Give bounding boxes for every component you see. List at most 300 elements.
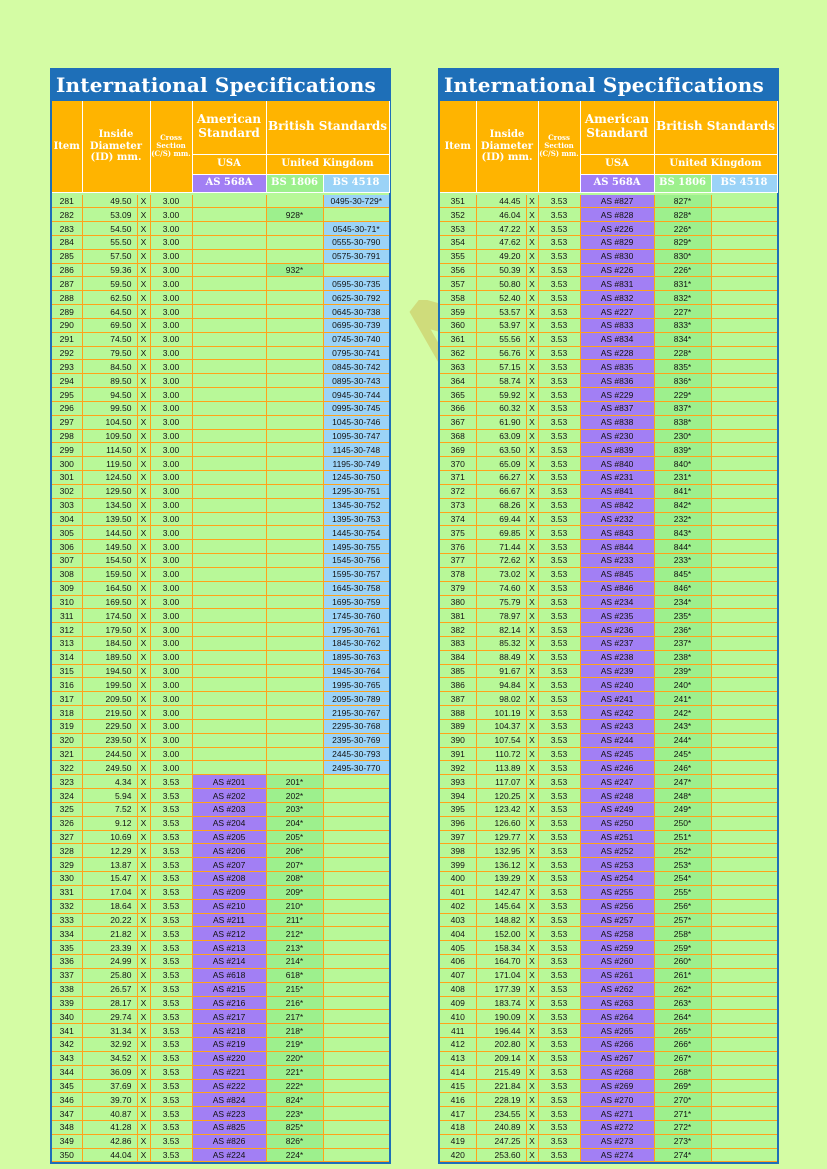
inside-diameter: 69.44 — [476, 512, 526, 526]
bs4518-code — [711, 360, 777, 374]
item-number: 350 — [52, 1148, 82, 1162]
bs4518-code — [711, 664, 777, 678]
times-sign: X — [526, 1051, 538, 1065]
as568a-code: AS #272 — [580, 1120, 654, 1134]
as568a-code: AS #227 — [580, 305, 654, 319]
item-number: 410 — [440, 1010, 476, 1024]
bs4518-code — [711, 526, 777, 540]
inside-diameter: 98.02 — [476, 692, 526, 706]
bs4518-code: 1695-30-759 — [323, 595, 389, 609]
item-number: 406 — [440, 955, 476, 969]
table-row — [52, 346, 389, 360]
bs4518-code — [711, 872, 777, 886]
as568a-code: AS #266 — [580, 1038, 654, 1052]
bs1806-code — [266, 678, 323, 692]
cross-section: 3.53 — [538, 429, 580, 443]
as568a-code: AS #246 — [580, 761, 654, 775]
inside-diameter: 25.80 — [82, 968, 137, 982]
cross-section: 3.00 — [150, 623, 192, 637]
item-number: 385 — [440, 664, 476, 678]
times-sign: X — [526, 664, 538, 678]
item-number: 299 — [52, 443, 82, 457]
bs4518-code — [711, 305, 777, 319]
cross-section: 3.53 — [538, 927, 580, 941]
inside-diameter: 234.55 — [476, 1107, 526, 1121]
as568a-code — [192, 318, 266, 332]
times-sign: X — [137, 512, 150, 526]
bs1806-code — [266, 222, 323, 236]
times-sign: X — [526, 637, 538, 651]
table-row — [440, 540, 777, 554]
bs1806-code: 268* — [654, 1065, 711, 1079]
as568a-code — [192, 263, 266, 277]
inside-diameter: 37.69 — [82, 1079, 137, 1093]
table-row — [52, 706, 389, 720]
as568a-code: AS #839 — [580, 443, 654, 457]
bs4518-code — [711, 222, 777, 236]
header-bs4518: BS 4518 — [711, 174, 777, 192]
table-row — [52, 567, 389, 581]
cross-section: 3.00 — [150, 374, 192, 388]
bs4518-code: 1145-30-748 — [323, 443, 389, 457]
times-sign: X — [137, 222, 150, 236]
bs1806-code: 212* — [266, 927, 323, 941]
cross-section: 3.00 — [150, 554, 192, 568]
bs1806-code — [266, 719, 323, 733]
item-number: 282 — [52, 208, 82, 222]
inside-diameter: 50.39 — [476, 263, 526, 277]
table-row — [440, 623, 777, 637]
times-sign: X — [526, 1065, 538, 1079]
times-sign: X — [526, 719, 538, 733]
inside-diameter: 194.50 — [82, 664, 137, 678]
cross-section: 3.53 — [538, 650, 580, 664]
bs1806-code: 827* — [654, 195, 711, 208]
times-sign: X — [137, 927, 150, 941]
bs1806-code: 211* — [266, 913, 323, 927]
cross-section: 3.53 — [150, 913, 192, 927]
times-sign: X — [526, 913, 538, 927]
as568a-code: AS #228 — [580, 346, 654, 360]
bs4518-code — [323, 830, 389, 844]
bs1806-code: 246* — [654, 761, 711, 775]
cross-section: 3.00 — [150, 346, 192, 360]
times-sign: X — [137, 305, 150, 319]
times-sign: X — [137, 775, 150, 789]
bs1806-code: 236* — [654, 623, 711, 637]
bs4518-code: 0795-30-741 — [323, 346, 389, 360]
table-row — [440, 429, 777, 443]
item-number: 293 — [52, 360, 82, 374]
times-sign: X — [137, 484, 150, 498]
bs1806-code — [266, 484, 323, 498]
cross-section: 3.53 — [150, 858, 192, 872]
times-sign: X — [526, 872, 538, 886]
cross-section: 3.00 — [150, 222, 192, 236]
bs4518-code — [711, 802, 777, 816]
item-number: 328 — [52, 844, 82, 858]
cross-section: 3.53 — [538, 595, 580, 609]
times-sign: X — [137, 249, 150, 263]
item-number: 376 — [440, 540, 476, 554]
cross-section: 3.53 — [150, 982, 192, 996]
bs4518-code — [711, 637, 777, 651]
times-sign: X — [526, 802, 538, 816]
as568a-code: AS #211 — [192, 913, 266, 927]
table-row — [52, 305, 389, 319]
bs4518-code — [711, 249, 777, 263]
times-sign: X — [526, 941, 538, 955]
table-row — [52, 1107, 389, 1121]
bs1806-code: 240* — [654, 678, 711, 692]
item-number: 318 — [52, 706, 82, 720]
times-sign: X — [526, 830, 538, 844]
item-number: 419 — [440, 1134, 476, 1148]
as568a-code: AS #255 — [580, 885, 654, 899]
bs1806-code: 242* — [654, 706, 711, 720]
bs1806-code: 829* — [654, 235, 711, 249]
inside-diameter: 34.52 — [82, 1051, 137, 1065]
inside-diameter: 107.54 — [476, 733, 526, 747]
inside-diameter: 240.89 — [476, 1120, 526, 1134]
as568a-code: AS #206 — [192, 844, 266, 858]
item-number: 289 — [52, 305, 82, 319]
inside-diameter: 99.50 — [82, 401, 137, 415]
inside-diameter: 53.09 — [82, 208, 137, 222]
cross-section: 3.00 — [150, 401, 192, 415]
bs4518-code — [711, 388, 777, 402]
as568a-code: AS #244 — [580, 733, 654, 747]
spec-table — [440, 101, 778, 1162]
inside-diameter: 184.50 — [82, 637, 137, 651]
cross-section: 3.53 — [538, 263, 580, 277]
as568a-code — [192, 540, 266, 554]
inside-diameter: 57.15 — [476, 360, 526, 374]
item-number: 291 — [52, 332, 82, 346]
times-sign: X — [526, 567, 538, 581]
bs4518-code — [711, 844, 777, 858]
bs4518-code — [711, 332, 777, 346]
bs1806-code — [266, 623, 323, 637]
bs4518-code: 0625-30-792 — [323, 291, 389, 305]
times-sign: X — [137, 968, 150, 982]
bs4518-code: 0745-30-740 — [323, 332, 389, 346]
times-sign: X — [137, 996, 150, 1010]
bs4518-code — [711, 1093, 777, 1107]
times-sign: X — [137, 581, 150, 595]
table-row — [440, 1107, 777, 1121]
item-number: 292 — [52, 346, 82, 360]
table-row — [52, 913, 389, 927]
item-number: 325 — [52, 802, 82, 816]
table-row — [52, 318, 389, 332]
bs1806-code — [266, 526, 323, 540]
bs4518-code — [323, 1024, 389, 1038]
bs4518-code — [711, 678, 777, 692]
inside-diameter: 66.27 — [476, 471, 526, 485]
item-number: 413 — [440, 1051, 476, 1065]
times-sign: X — [526, 775, 538, 789]
bs1806-code: 255* — [654, 885, 711, 899]
cross-section: 3.53 — [538, 208, 580, 222]
item-number: 307 — [52, 554, 82, 568]
bs4518-code — [711, 885, 777, 899]
inside-diameter: 159.50 — [82, 567, 137, 581]
times-sign: X — [526, 885, 538, 899]
bs1806-code: 249* — [654, 802, 711, 816]
inside-diameter: 69.85 — [476, 526, 526, 540]
cross-section: 3.53 — [538, 305, 580, 319]
inside-diameter: 174.50 — [82, 609, 137, 623]
as568a-code — [192, 678, 266, 692]
cross-section: 3.53 — [538, 554, 580, 568]
bs4518-code — [323, 968, 389, 982]
bs1806-code: 256* — [654, 899, 711, 913]
bs4518-code — [711, 554, 777, 568]
bs1806-code: 843* — [654, 526, 711, 540]
times-sign: X — [137, 899, 150, 913]
cross-section: 3.00 — [150, 526, 192, 540]
bs4518-code — [323, 1093, 389, 1107]
table-row — [440, 844, 777, 858]
item-number: 314 — [52, 650, 82, 664]
times-sign: X — [526, 761, 538, 775]
table-row — [52, 484, 389, 498]
inside-diameter: 10.69 — [82, 830, 137, 844]
as568a-code: AS #240 — [580, 678, 654, 692]
bs4518-code — [711, 567, 777, 581]
bs1806-code: 206* — [266, 844, 323, 858]
bs1806-code: 229* — [654, 388, 711, 402]
as568a-code: AS #236 — [580, 623, 654, 637]
as568a-code: AS #224 — [192, 1148, 266, 1162]
cross-section: 3.53 — [538, 982, 580, 996]
cross-section: 3.00 — [150, 540, 192, 554]
bs4518-code — [711, 415, 777, 429]
item-number: 369 — [440, 443, 476, 457]
inside-diameter: 73.02 — [476, 567, 526, 581]
inside-diameter: 123.42 — [476, 802, 526, 816]
table-row — [440, 761, 777, 775]
cross-section: 3.00 — [150, 277, 192, 291]
bs1806-code: 261* — [654, 968, 711, 982]
inside-diameter: 53.97 — [476, 318, 526, 332]
as568a-code: AS #258 — [580, 927, 654, 941]
bs4518-code — [323, 955, 389, 969]
as568a-code: AS #213 — [192, 941, 266, 955]
inside-diameter: 199.50 — [82, 678, 137, 692]
bs1806-code — [266, 332, 323, 346]
item-number: 390 — [440, 733, 476, 747]
header-usa: USA — [580, 154, 654, 174]
table-row — [52, 678, 389, 692]
inside-diameter: 42.86 — [82, 1134, 137, 1148]
inside-diameter: 9.12 — [82, 816, 137, 830]
times-sign: X — [526, 1148, 538, 1162]
as568a-code — [192, 637, 266, 651]
inside-diameter: 36.09 — [82, 1065, 137, 1079]
as568a-code — [192, 761, 266, 775]
times-sign: X — [137, 457, 150, 471]
inside-diameter: 66.67 — [476, 484, 526, 498]
as568a-code: AS #840 — [580, 457, 654, 471]
cross-section: 3.53 — [150, 816, 192, 830]
header-as568a: AS 568A — [580, 174, 654, 192]
times-sign: X — [526, 595, 538, 609]
table-row — [440, 802, 777, 816]
as568a-code — [192, 706, 266, 720]
inside-diameter: 13.87 — [82, 858, 137, 872]
bs1806-code: 202* — [266, 789, 323, 803]
bs4518-code: 1045-30-746 — [323, 415, 389, 429]
as568a-code — [192, 692, 266, 706]
item-number: 341 — [52, 1024, 82, 1038]
cross-section: 3.53 — [150, 941, 192, 955]
bs1806-code: 265* — [654, 1024, 711, 1038]
table-row — [440, 968, 777, 982]
table-row — [440, 719, 777, 733]
cross-section: 3.00 — [150, 443, 192, 457]
item-number: 331 — [52, 885, 82, 899]
times-sign: X — [137, 982, 150, 996]
bs4518-code: 0545-30-71* — [323, 222, 389, 236]
times-sign: X — [526, 291, 538, 305]
item-number: 321 — [52, 747, 82, 761]
item-number: 303 — [52, 498, 82, 512]
cross-section: 3.53 — [538, 195, 580, 208]
table-row — [440, 484, 777, 498]
header-item: Item — [52, 101, 82, 192]
table-row — [52, 609, 389, 623]
times-sign: X — [137, 401, 150, 415]
item-number: 363 — [440, 360, 476, 374]
item-number: 402 — [440, 899, 476, 913]
bs1806-code: 831* — [654, 277, 711, 291]
inside-diameter: 215.49 — [476, 1065, 526, 1079]
inside-diameter: 129.77 — [476, 830, 526, 844]
as568a-code: AS #223 — [192, 1107, 266, 1121]
cross-section: 3.53 — [150, 927, 192, 941]
cross-section: 3.00 — [150, 664, 192, 678]
bs4518-code: 0575-30-791 — [323, 249, 389, 263]
times-sign: X — [526, 443, 538, 457]
as568a-code: AS #207 — [192, 858, 266, 872]
bs4518-code — [711, 941, 777, 955]
times-sign: X — [526, 1120, 538, 1134]
spec-table — [52, 101, 390, 1162]
table-row — [440, 195, 777, 208]
table-row — [52, 443, 389, 457]
item-number: 389 — [440, 719, 476, 733]
cross-section: 3.53 — [150, 996, 192, 1010]
times-sign: X — [526, 968, 538, 982]
cross-section: 3.53 — [538, 844, 580, 858]
inside-diameter: 72.62 — [476, 554, 526, 568]
item-number: 358 — [440, 291, 476, 305]
bs1806-code: 233* — [654, 554, 711, 568]
bs4518-code — [711, 816, 777, 830]
as568a-code: AS #270 — [580, 1093, 654, 1107]
as568a-code: AS #221 — [192, 1065, 266, 1079]
times-sign: X — [137, 471, 150, 485]
cross-section: 3.53 — [538, 664, 580, 678]
table-row — [52, 540, 389, 554]
bs1806-code: 254* — [654, 872, 711, 886]
bs1806-code: 259* — [654, 941, 711, 955]
as568a-code: AS #252 — [580, 844, 654, 858]
bs1806-code: 841* — [654, 484, 711, 498]
table-row — [52, 899, 389, 913]
as568a-code — [192, 291, 266, 305]
bs4518-code — [711, 1148, 777, 1162]
cross-section: 3.00 — [150, 291, 192, 305]
bs4518-code: 1945-30-764 — [323, 664, 389, 678]
table-row — [52, 235, 389, 249]
bs4518-code — [711, 1134, 777, 1148]
bs4518-code: 0645-30-738 — [323, 305, 389, 319]
bs4518-code: 0845-30-742 — [323, 360, 389, 374]
as568a-code: AS #832 — [580, 291, 654, 305]
times-sign: X — [137, 1010, 150, 1024]
as568a-code: AS #264 — [580, 1010, 654, 1024]
cross-section: 3.53 — [150, 1010, 192, 1024]
cross-section: 3.53 — [538, 913, 580, 927]
table-row — [52, 374, 389, 388]
times-sign: X — [137, 388, 150, 402]
item-number: 324 — [52, 789, 82, 803]
inside-diameter: 44.04 — [82, 1148, 137, 1162]
item-number: 418 — [440, 1120, 476, 1134]
item-number: 351 — [440, 195, 476, 208]
times-sign: X — [526, 692, 538, 706]
inside-diameter: 109.50 — [82, 429, 137, 443]
as568a-code: AS #209 — [192, 885, 266, 899]
bs1806-code: 215* — [266, 982, 323, 996]
bs1806-code: 210* — [266, 899, 323, 913]
bs4518-code: 2395-30-769 — [323, 733, 389, 747]
inside-diameter: 20.22 — [82, 913, 137, 927]
inside-diameter: 46.04 — [476, 208, 526, 222]
table-row — [440, 526, 777, 540]
bs4518-code: 1745-30-760 — [323, 609, 389, 623]
times-sign: X — [137, 609, 150, 623]
as568a-code: AS #253 — [580, 858, 654, 872]
cross-section: 3.00 — [150, 195, 192, 208]
times-sign: X — [526, 346, 538, 360]
table-row — [440, 955, 777, 969]
bs4518-code — [323, 1065, 389, 1079]
item-number: 338 — [52, 982, 82, 996]
times-sign: X — [526, 305, 538, 319]
times-sign: X — [137, 332, 150, 346]
item-number: 381 — [440, 609, 476, 623]
times-sign: X — [137, 1024, 150, 1038]
item-number: 296 — [52, 401, 82, 415]
header-british-standards: British Standards — [266, 101, 389, 154]
table-row — [440, 388, 777, 402]
times-sign: X — [526, 1107, 538, 1121]
table-row — [52, 457, 389, 471]
bs1806-code — [266, 747, 323, 761]
bs4518-code — [711, 401, 777, 415]
as568a-code: AS #845 — [580, 567, 654, 581]
table-row — [52, 277, 389, 291]
times-sign: X — [137, 429, 150, 443]
item-number: 377 — [440, 554, 476, 568]
table-row — [440, 318, 777, 332]
as568a-code: AS #841 — [580, 484, 654, 498]
bs1806-code: 208* — [266, 872, 323, 886]
